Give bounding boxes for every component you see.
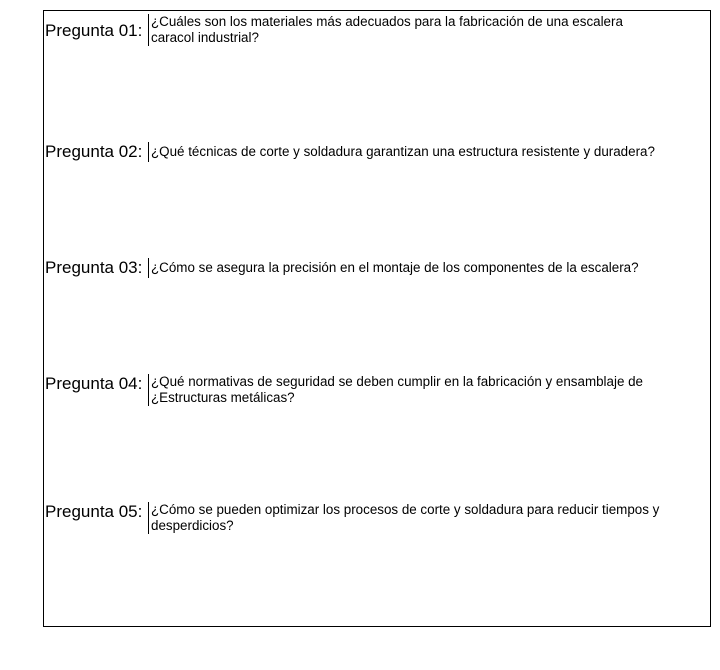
question-label: Pregunta 04:: [45, 374, 143, 393]
question-text: [148, 14, 711, 46]
question-label: Pregunta 01:: [45, 21, 143, 40]
question-text: [148, 258, 711, 278]
question-text: [148, 374, 711, 406]
question-text-line: ¿Cuáles son los materiales más adecuados para la fabricación de una escalera: [151, 14, 623, 29]
question-text-line: caracol industrial?: [151, 30, 259, 45]
question-label: Pregunta 02:: [45, 142, 143, 161]
question-text: [148, 502, 711, 534]
question-text-line: desperdicios?: [151, 518, 234, 533]
questionnaire-sheet: [43, 10, 711, 627]
question-text-line: ¿Cómo se pueden optimizar los procesos de corte y soldadura para reducir tiempos y: [151, 502, 660, 517]
question-label: Pregunta 03:: [45, 258, 143, 277]
question-text-line: ¿Cómo se asegura la precisión en el montaje de los componentes de la escalera?: [151, 260, 639, 275]
question-label: Pregunta 05:: [45, 502, 143, 521]
question-text: [148, 142, 711, 162]
question-text-line: ¿Qué técnicas de corte y soldadura garantizan una estructura resistente y duradera?: [151, 144, 655, 159]
question-text-line: ¿Estructuras metálicas?: [151, 390, 295, 405]
question-text-line: ¿Qué normativas de seguridad se deben cumplir en la fabricación y ensamblaje de: [151, 374, 644, 389]
